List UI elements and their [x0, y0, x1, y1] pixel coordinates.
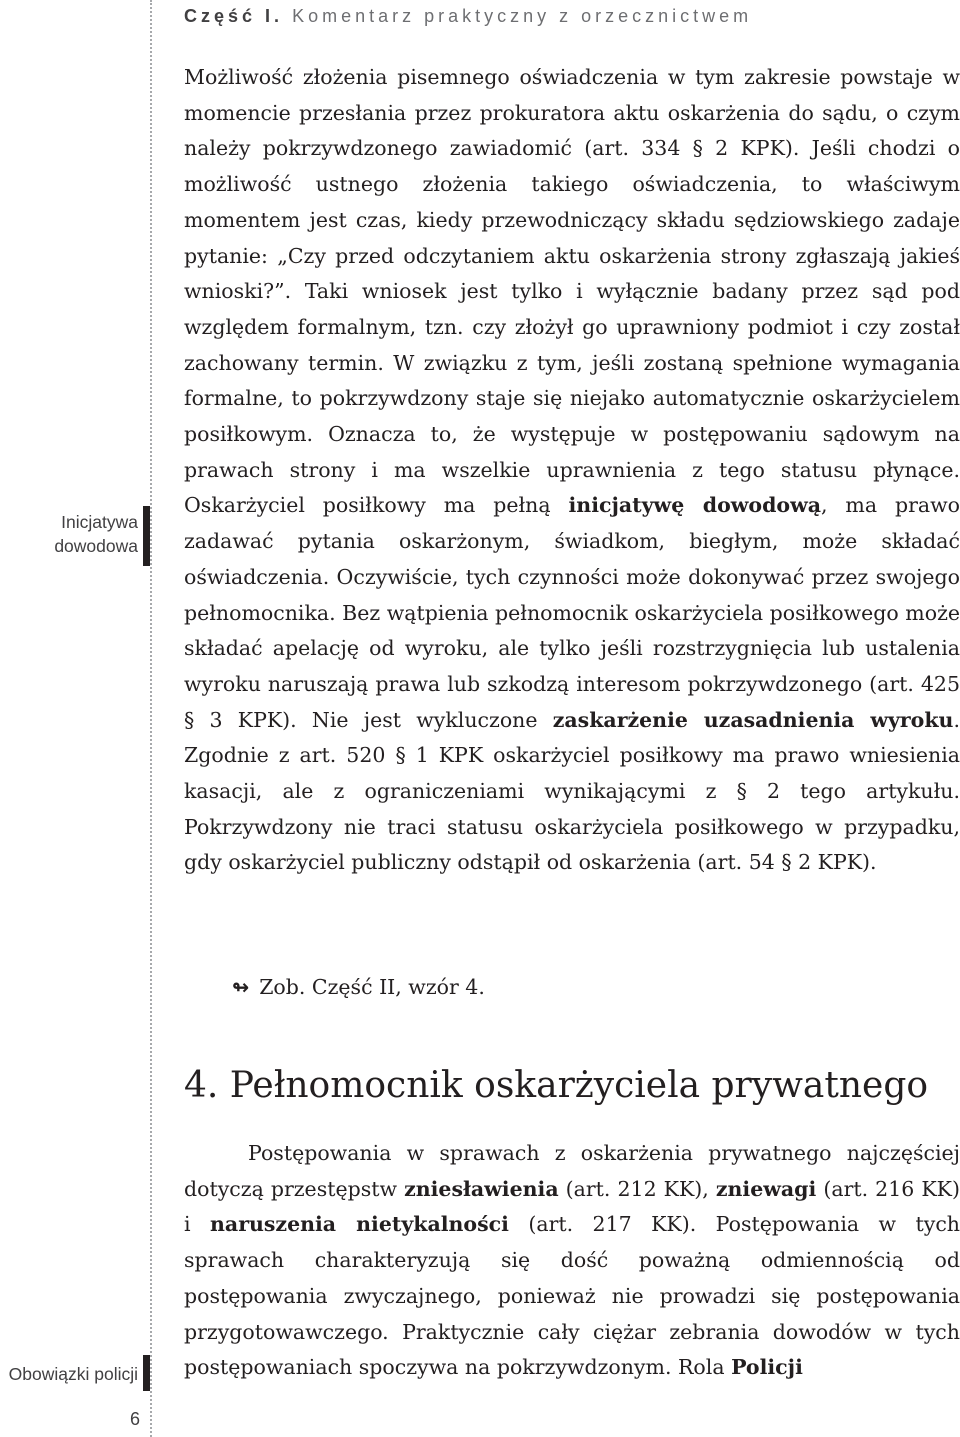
paragraph-private-prosecutor	[184, 1136, 960, 1386]
running-header	[184, 6, 954, 27]
margin-note-initiative: Inicjatywa dowodowa	[54, 512, 138, 556]
bold-term: naruszenia nietykalności	[210, 1212, 509, 1237]
paragraph-text: . Zgodnie z art. 520 § 1 KPK oskarżyciel posiłkowy ma prawo wniesienia kasacji, ale z ograniczeniami wynikającymi z § 2 tego artykułu. Pokrzywdzony nie traci statusu oskarżyciela posiłkowego w przypadku, gdy oskarżyciel publiczny odstąpił od oskarżenia (art. 54 § 2 KPK).	[184, 707, 960, 875]
paragraph-text: Możliwość złożenia pisemnego oświadczenia w tym zakresie powstaje w momencie przesłania przez prokuratora aktu oskarżenia do sądu, o czym należy pokrzywdzonego zawiadomić (art. 334 § 2 KPK). Jeśli chodzi o możliwość ustnego złożenia takiego oświadczenia, to właściwym momentem jest czas, kiedy przewodniczący składu sędziowskiego zadaje pytanie: „Czy przed odczytaniem aktu oskarżenia strony zgłaszają jakieś wnioski?”. Taki wniosek jest tylko i wyłącznie badany przez sąd pod względem formalnym, tzn. czy złożył go uprawniony podmiot i czy został zachowany termin. W związku z tym, jeśli zostaną spełnione wymagania formalne, to pokrzywdzony staje się niejako automatycznie oskarżycielem posiłkowym. Oznacza to, że występuje w postępowaniu sądowym na prawach strony i ma wszelkie uprawnienia z tego statusu płynące. Oskarżyciel posiłkowy ma pełną	[184, 65, 960, 518]
paragraph-text: (art. 212 KK),	[558, 1176, 716, 1201]
running-header-part: Część I.	[184, 6, 284, 26]
bold-term: zniesławienia	[404, 1176, 559, 1201]
paragraph-text: Postępowania w sprawach z oskarżenia prywatnego najczęściej dotyczą przestępstw	[184, 1141, 960, 1201]
bold-term: Policji	[731, 1355, 803, 1380]
running-header-title: Komentarz praktyczny z orzecznictwem	[292, 6, 753, 26]
section-heading: 4. Pełnomocnik oskarżyciela prywatnego	[184, 1065, 929, 1106]
paragraph-text: (art. 217 KK). Postępowania w tych sprawach charakteryzują się dość poważną odmiennością od postępowania zwyczajnego, ponieważ nie prowadzi się postępowania przygotowawczego. Praktycznie cały ciężar zebrania dowodów w tych postępowaniach spoczywa na pokrzywdzonym. Rola	[184, 1212, 960, 1380]
margin-note-initiative-bar	[143, 506, 150, 566]
paragraph-text: , ma prawo zadawać pytania oskarżonym, świadkom, biegłym, może składać oświadczenia. Oczywiście, tych czynności może dokonywać przez swojego pełnomocnika. Bez wątpienia pełnomocnik oskarżyciela posiłkowego może składać apelację od wyroku, ale tylko jeśli rozstrzygnięcia lub ustalenia wyroku naruszają prawa lub szkodzą interesom pokrzywdzonego (art. 425 § 3 KPK). Nie jest wykluczone	[184, 493, 960, 732]
bold-term: inicjatywę dowodową	[568, 493, 822, 518]
bold-term: zniewagi	[715, 1176, 817, 1201]
margin-note-police-bar	[143, 1355, 150, 1391]
margin-divider	[150, 0, 152, 1437]
cross-reference[interactable]	[232, 970, 485, 1006]
bold-term: zaskarżenie uzasadnienia wyroku	[552, 707, 954, 732]
paragraph-text: (art. 216 KK) i	[184, 1176, 960, 1237]
cross-reference-text: Zob. Część II, wzór 4.	[259, 975, 485, 999]
page-number: 6	[129, 1409, 140, 1429]
paragraph-auxiliary-prosecutor	[184, 60, 960, 881]
arrow-right-icon: ↬	[232, 975, 250, 999]
margin-note-police: Obowiązki policji	[8, 1364, 138, 1384]
